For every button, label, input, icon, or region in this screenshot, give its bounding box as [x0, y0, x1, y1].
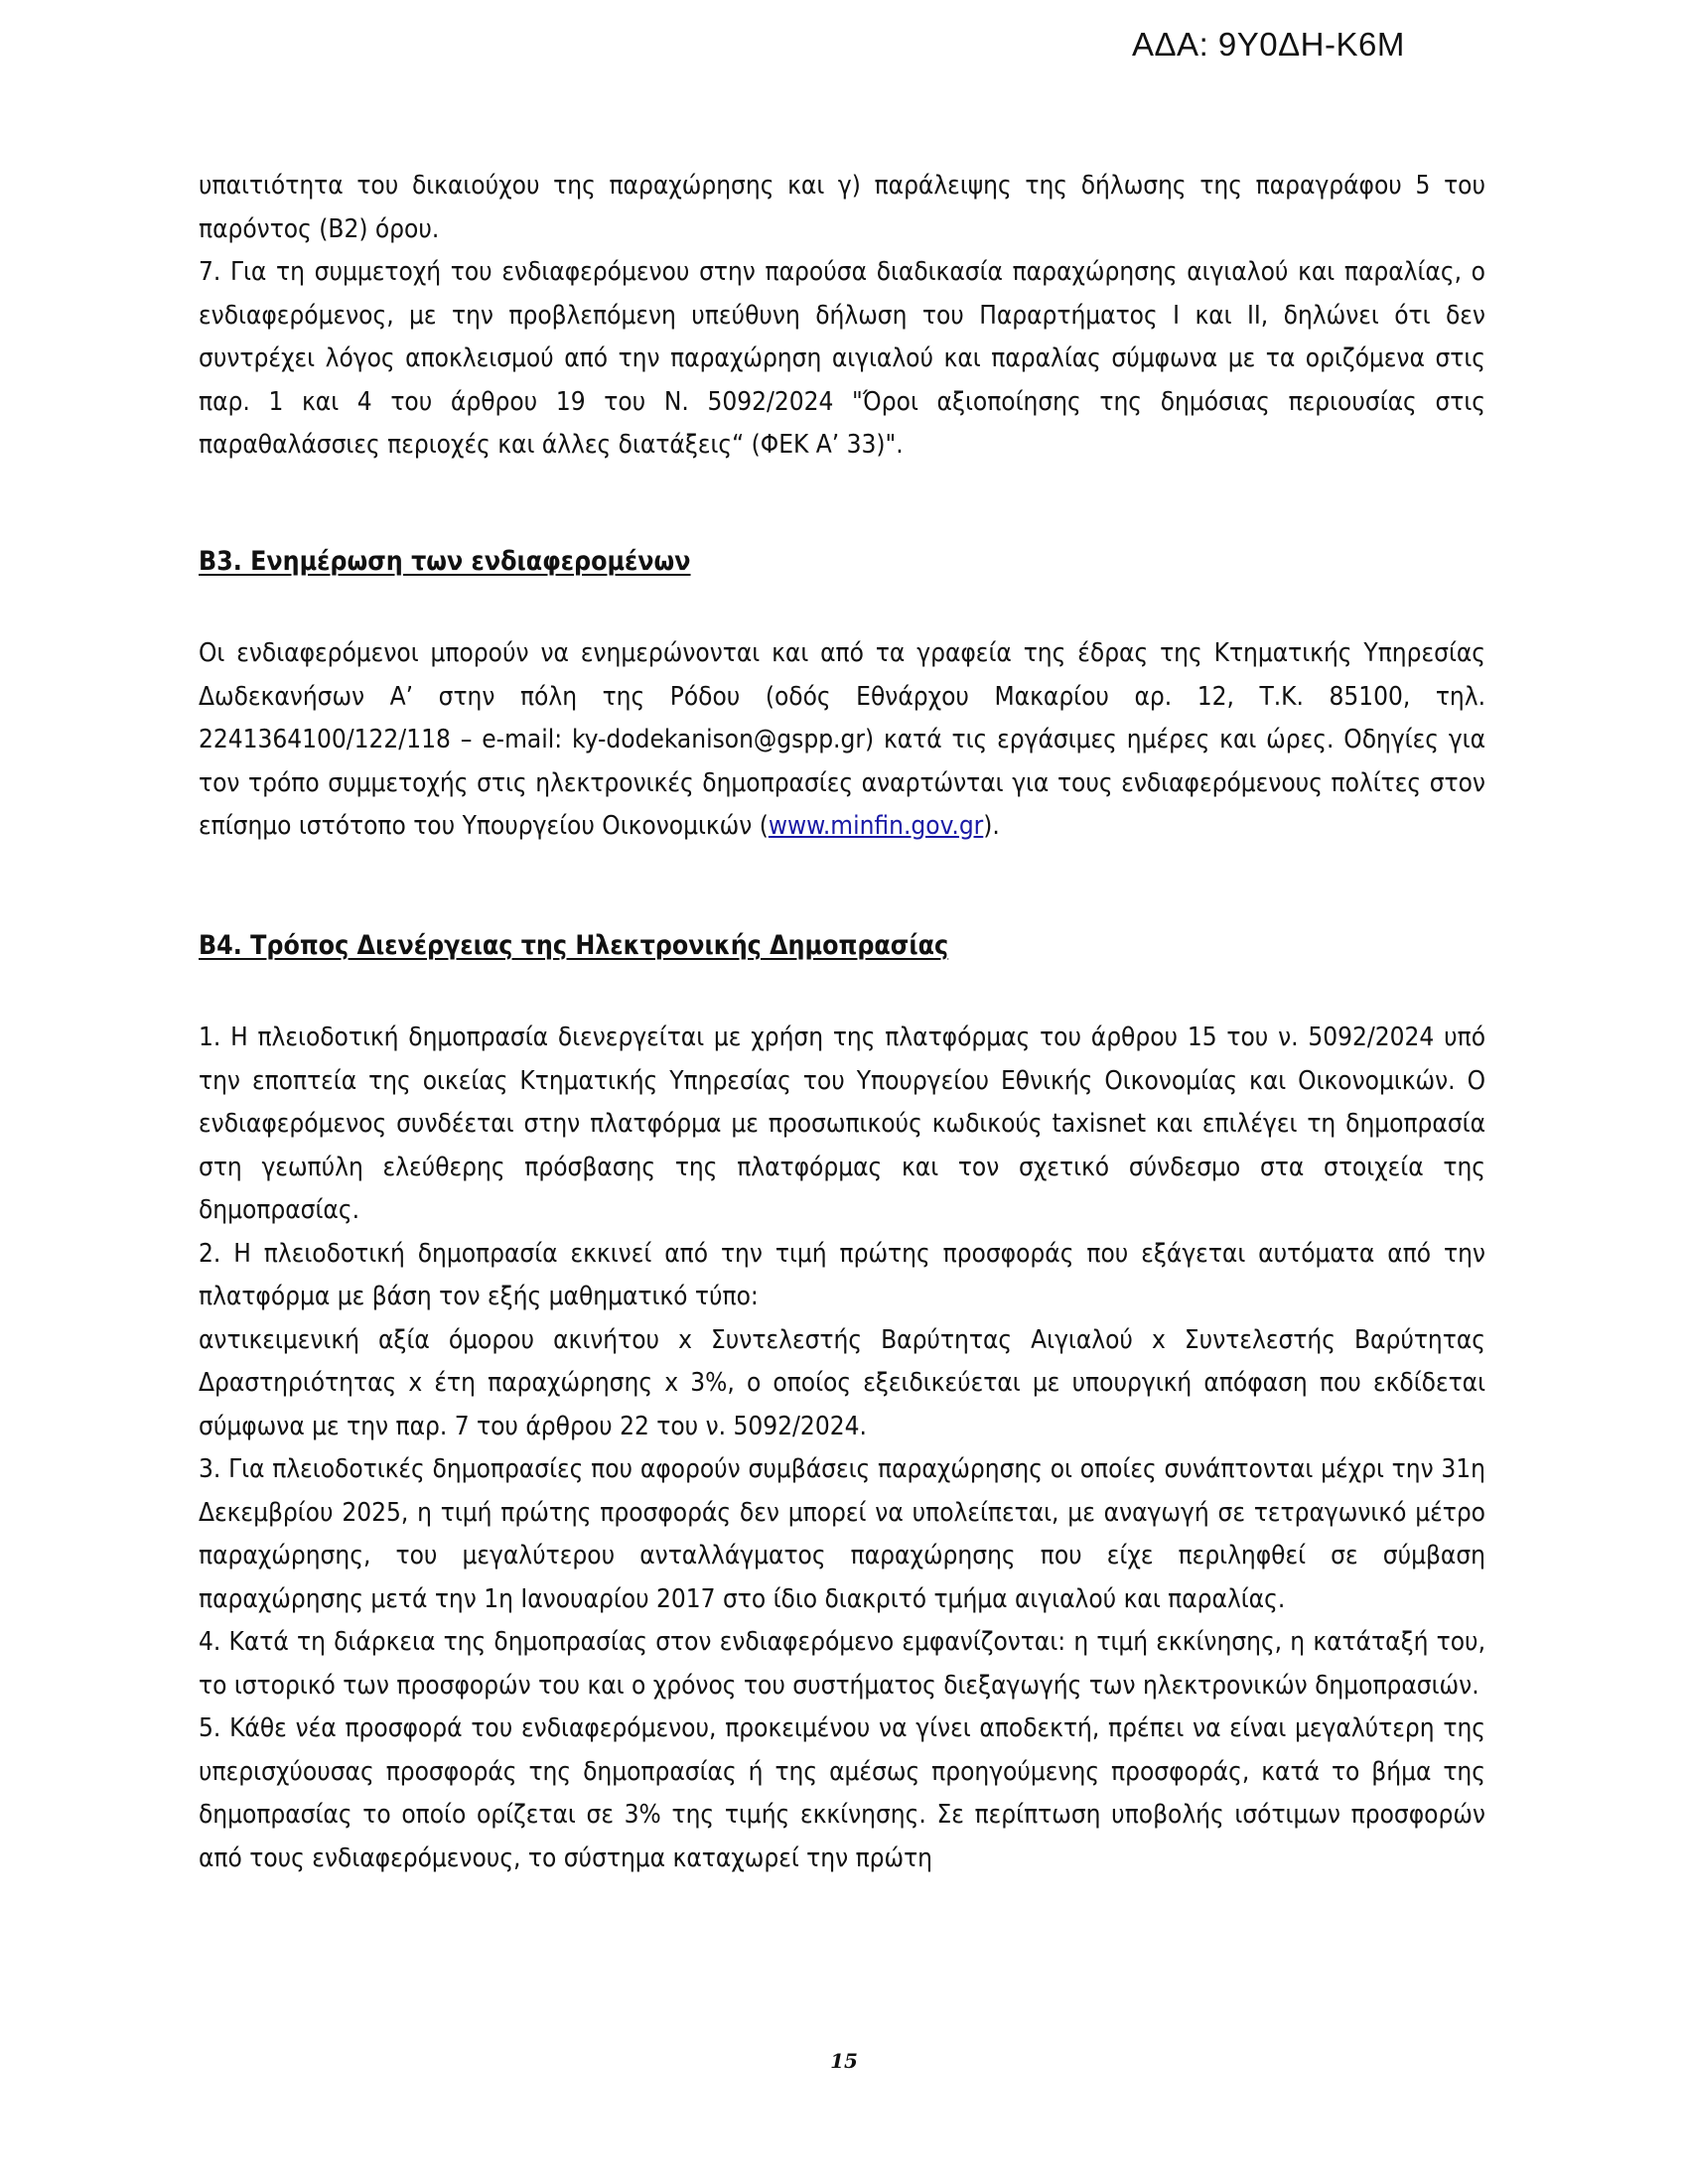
b4-paragraph-5: 5. Κάθε νέα προσφορά του ενδιαφερόμενου, προκειμένου να γίνει αποδεκτή, πρέπει να είναι μεγαλύτερη της υπερισχύουσας προσφοράς της δημοπρασίας ή της αμέσως προηγούμενης προσφοράς, κατά το βήμα της δημοπρασίας το οποίο ορίζεται σε 3% της τιμής εκκίνησης. Σε περίπτωση υποβολής ισότιμων προσφορών από τους ενδιαφερόμενους, το σύστημα καταχωρεί την πρώτη — [199, 1713, 1485, 1873]
section-b4-heading: Β4. Τρόπος Διενέργειας της Ηλεκτρονικής Δημοπρασίας — [199, 930, 949, 961]
minfin-link[interactable]: www.minfin.gov.gr — [768, 811, 984, 841]
b3-text: Οι ενδιαφερόμενοι μπορούν να ενημερώνονται και από τα γραφεία της έδρας της Κτηματικής Υπηρεσίας Δωδεκανήσων Α’ στην πόλη της Ρόδου (οδός Εθνάρχου Μακαρίου αρ. 12, Τ.Κ. 85100, τηλ. 2241364100/122/118 – e-mail: ky-dodekanison@gspp.gr) κατά τις εργάσιμες ημέρες και ώρες. Οδηγίες για τον τρόπο συμμετοχής στις ηλεκτρονικές δημοπρασίες αναρτώνται για τους ενδιαφερόμενους πολίτες στον επίσημο ιστότοπο του Υπουργείου Οικονομικών ( — [199, 638, 1485, 841]
section-b3-paragraph — [199, 632, 1485, 849]
section-b3-body — [199, 632, 1485, 849]
b4-paragraph-2: 2. Η πλειοδοτική δημοπρασία εκκινεί από την τιμή πρώτης προσφοράς που εξάγεται αυτόματα από την πλατφόρμα με βάση τον εξής μαθηματικό τύπο: — [199, 1238, 1485, 1311]
section-b4-body — [199, 1017, 1485, 1880]
b4-paragraph-4: 4. Κατά τη διάρκεια της δημοπρασίας στον ενδιαφερόμενο εμφανίζονται: η τιμή εκκίνησης, η κατάταξή του, το ιστορικό των προσφορών του και ο χρόνος του συστήματος διεξαγωγής των ηλεκτρονικών δημοπρασιών. — [199, 1627, 1485, 1701]
b4-paragraph-3: 3. Για πλειοδοτικές δημοπρασίες που αφορούν συμβάσεις παραχώρησης οι οποίες συνάπτονται μέχρι την 31η Δεκεμβρίου 2025, η τιμή πρώτης προσφοράς δεν μπορεί να υπολείπεται, με αναγωγή σε τετραγωνικό μέτρο παραχώρησης, του μεγαλύτερου ανταλλάγματος παραχώρησης που είχε περιληφθεί σε σύμβαση παραχώρησης μετά την 1η Ιανουαρίου 2017 στο ίδιο διακριτό τμήμα αιγιαλού και παραλίας. — [199, 1454, 1485, 1614]
b3-text-end: ). — [983, 811, 1000, 841]
continuation-paragraph: υπαιτιότητα του δικαιούχου της παραχώρησης και γ) παράλειψης της δήλωσης της παραγράφου 5 του παρόντος (Β2) όρου. — [199, 171, 1485, 244]
ada-identifier: ΑΔΑ: 9Υ0ΔΗ-Κ6Μ — [1132, 26, 1405, 63]
b4-formula: αντικειμενική αξία όμορου ακινήτου x Συντελεστής Βαρύτητας Αιγιαλού x Συντελεστής Βαρύτητας Δραστηριότητας x έτη παραχώρησης x 3%, ο οποίος εξειδικεύεται με υπουργική απόφαση που εκδίδεται σύμφωνα με την παρ. 7 του άρθρου 22 του ν. 5092/2024. — [199, 1324, 1485, 1441]
clause-7-paragraph: 7. Για τη συμμετοχή του ενδιαφερόμενου στην παρούσα διαδικασία παραχώρησης αιγιαλού και παραλίας, ο ενδιαφερόμενος, με την προβλεπόμενη υπεύθυνη δήλωση του Παραρτήματος Ι και ΙΙ, δηλώνει ότι δεν συντρέχει λόγος αποκλεισμού από την παραχώρηση αιγιαλού και παραλίας σύμφωνα με τα οριζόμενα στις παρ. 1 και 4 του άρθρου 19 του Ν. 5092/2024 "Όροι αξιοποίησης της δημόσιας περιουσίας στις παραθαλάσσιες περιοχές και άλλες διατάξεις“ (ΦΕΚ Α’ 33)". — [199, 257, 1485, 460]
b4-paragraph-1: 1. Η πλειοδοτική δημοπρασία διενεργείται με χρήση της πλατφόρμας του άρθρου 15 του ν. 5092/2024 υπό την εποπτεία της οικείας Κτηματικής Υπηρεσίας του Υπουργείου Εθνικής Οικονομίας και Οικονομικών. Ο ενδιαφερόμενος συνδέεται στην πλατφόρμα με προσωπικούς κωδικούς taxisnet και επιλέγει τη δημοπρασία στη γεωπύλη ελεύθερης πρόσβασης της πλατφόρμας και τον σχετικό σύνδεσμο στα στοιχεία της δημοπρασίας. — [199, 1023, 1485, 1225]
continuation-text — [199, 165, 1485, 468]
page-number: 15 — [830, 2049, 858, 2073]
section-b3-heading: Β3. Ενημέρωση των ενδιαφερομένων — [199, 546, 691, 577]
